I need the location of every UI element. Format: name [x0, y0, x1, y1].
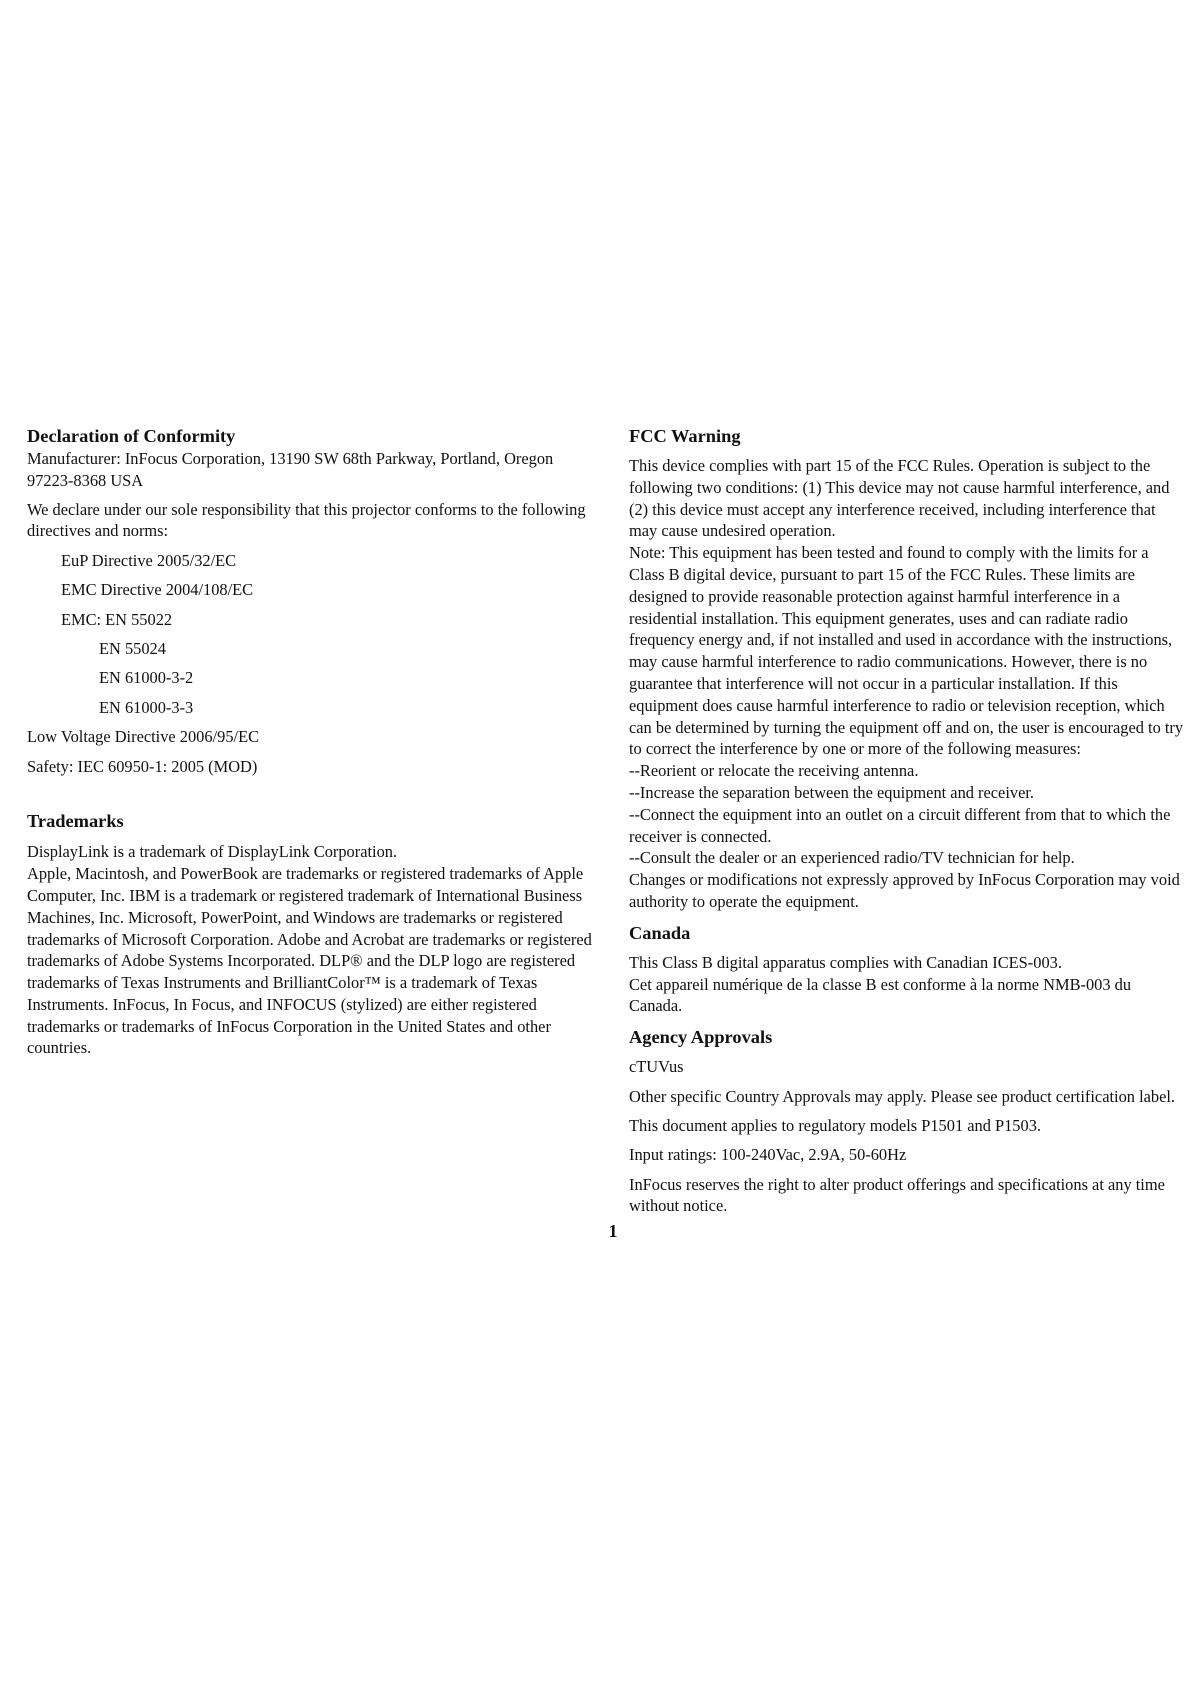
- fcc-line: --Reorient or relocate the receiving antenna.: [629, 761, 919, 781]
- directive-item: EMC Directive 2004/108/EC: [61, 580, 254, 600]
- directive-item: Low Voltage Directive 2006/95/EC: [27, 727, 260, 747]
- fcc-line: following two conditions: (1) This device may not cause harmful interference, and: [629, 477, 1170, 497]
- trademarks-body: Apple, Macintosh, and PowerBook are trademarks or registered trademarks of Apple Computer, Inc. IBM is a trademark or registered trademark of International Business Machines, Inc. Microsoft, PowerPoint, and Windows are trademarks or registered trademarks of Microsoft Corporation. Adobe and Acrobat are trademarks or registered trademarks of Adobe Systems Incorporated. DLP® and the DLP logo are registered trademarks of Texas Instruments and BrilliantColor™ is a trademark of Texas Instruments. InFocus, In Focus, and INFOCUS (stylized) are either registered trademarks or trademarks of InFocus Corporation in the United States and other countries.: [27, 864, 592, 1058]
- agency-input-ratings: Input ratings: 100-240Vac, 2.9A, 50-60Hz: [629, 1145, 907, 1165]
- fcc-line: (2) this device must accept any interference received, including interference that: [629, 499, 1156, 519]
- fcc-line: designed to provide reasonable protection against harmful interference in a: [629, 586, 1121, 606]
- fcc-line: --Connect the equipment into an outlet on a circuit different from that to which the: [629, 804, 1171, 824]
- canada-line-fr: Cet appareil numérique de la classe B est conforme à la norme NMB-003 du: [629, 974, 1132, 994]
- fcc-line: Class B digital device, pursuant to part 15 of the FCC Rules. These limits are: [629, 564, 1135, 584]
- canada-heading: Canada: [629, 922, 691, 943]
- agency-mark: cTUVus: [629, 1057, 684, 1077]
- directive-item: EMC: EN 55022: [61, 609, 173, 629]
- fcc-line: authority to operate the equipment.: [629, 891, 859, 911]
- fcc-line: frequency energy and, if not installed and used in accordance with the instructions,: [629, 630, 1173, 650]
- fcc-line: to correct the interference by one or more of the following measures:: [629, 739, 1081, 759]
- fcc-line: --Increase the separation between the equipment and receiver.: [629, 782, 1035, 802]
- directive-item: Safety: IEC 60950-1: 2005 (MOD): [27, 756, 258, 776]
- canada-line-en: This Class B digital apparatus complies with Canadian ICES-003.: [629, 952, 1062, 972]
- left-column: [27, 424, 597, 1059]
- canada-line-fr-cont: Canada.: [629, 996, 683, 1016]
- fcc-line: can be determined by turning the equipment off and on, the user is encouraged to try: [629, 717, 1184, 737]
- agency-reserve-line: InFocus reserves the right to alter product offerings and specifications at any time: [629, 1174, 1165, 1194]
- page-number: 1: [608, 1221, 618, 1241]
- manufacturer-text: Manufacturer: InFocus Corporation, 13190 SW 68th Parkway, Portland, Oregon 97223-8368 USA: [27, 449, 554, 490]
- fcc-line: residential installation. This equipment generates, uses and can radiate radio: [629, 608, 1128, 628]
- directive-item: EuP Directive 2005/32/EC: [61, 550, 237, 570]
- agency-heading: Agency Approvals: [629, 1027, 773, 1048]
- agency-other-approvals: Other specific Country Approvals may apply. Please see product certification label.: [629, 1086, 1176, 1106]
- trademarks-heading: Trademarks: [27, 811, 124, 832]
- fcc-line: This device complies with part 15 of the FCC Rules. Operation is subject to the: [629, 456, 1151, 475]
- fcc-heading: FCC Warning: [629, 426, 741, 446]
- right-column: [629, 424, 1189, 1217]
- fcc-line: guarantee that interference will not occur in a particular installation. If this: [629, 673, 1118, 693]
- fcc-body: [629, 455, 1189, 913]
- trademarks-displaylink: DisplayLink is a trademark of DisplayLink Corporation.: [27, 842, 398, 862]
- fcc-line: equipment does cause harmful interference to radio or television reception, which: [629, 695, 1165, 715]
- fcc-line: Changes or modifications not expressly approved by InFocus Corporation may void: [629, 870, 1180, 890]
- directive-item: EN 61000-3-2: [99, 668, 194, 688]
- agency-reserve-line: without notice.: [629, 1196, 728, 1216]
- directive-item: EN 61000-3-3: [99, 697, 194, 717]
- declaration-text: We declare under our sole responsibility that this projector conforms to the following directives and norms:: [27, 499, 586, 541]
- fcc-line: may cause undesired operation.: [629, 521, 836, 541]
- fcc-line: --Consult the dealer or an experienced radio/TV technician for help.: [629, 848, 1075, 868]
- fcc-line: receiver is connected.: [629, 826, 772, 846]
- agency-models: This document applies to regulatory models P1501 and P1503.: [629, 1115, 1041, 1135]
- fcc-line: may cause harmful interference to radio communications. However, there is no: [629, 652, 1148, 672]
- fcc-line: Note: This equipment has been tested and found to comply with the limits for a: [629, 543, 1149, 563]
- declaration-heading: Declaration of Conformity: [27, 426, 236, 446]
- directive-item: EN 55024: [99, 638, 166, 658]
- canada-body: [629, 952, 1189, 1017]
